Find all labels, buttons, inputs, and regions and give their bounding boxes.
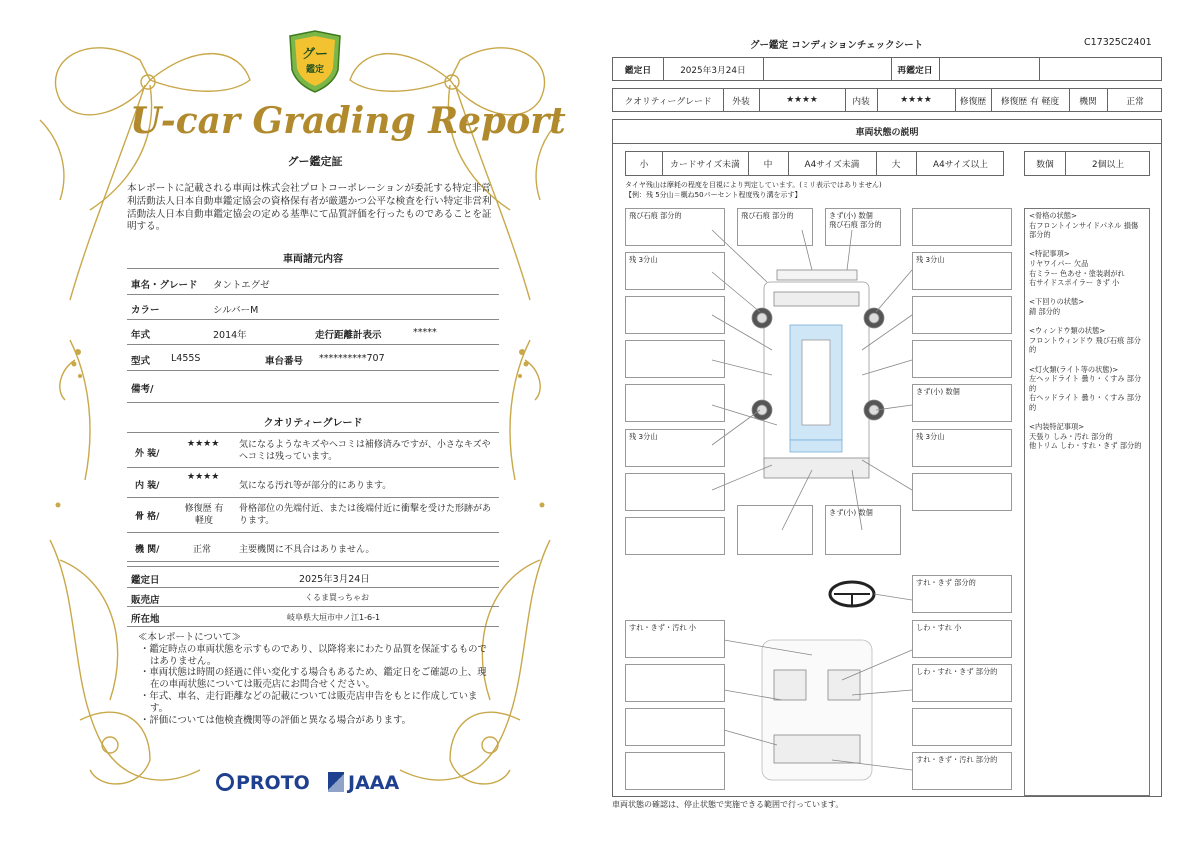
condition-legend-panel: <骨格の状態> 右フロントインサイドパネル 損傷 部分的 <特記事項> リヤワイパー 欠品 右ミラー 色あせ・塗装剥がれ 右サイドスポイラー きず 小 <下回りの状態> 錆 部分的 <ウィンドウ類の状態> フロントウィンドウ 飛び石痕 部分的 <灯火類(ライト等の状態)> 左ヘッドライト 曇り・くすみ 部分的 右ヘッドライト 曇り・くすみ 部分的 <内装特記事項> 天張り しみ・汚れ 部分的 他トリム しわ・すれ・きず 部分的 xyxy=(1024,208,1150,796)
year-value: 2014年 xyxy=(213,330,247,341)
divider xyxy=(127,268,499,269)
callout-blank xyxy=(912,708,1012,746)
jaaa-mark-icon xyxy=(328,772,344,792)
interior-stars: ★★★★ xyxy=(187,472,220,482)
repair-label: 修復歴 xyxy=(955,89,992,111)
color-value: シルバーM xyxy=(213,305,259,316)
sheet-code: C17325C2401 xyxy=(1084,37,1152,48)
callout-blank xyxy=(912,208,1012,246)
notes-title: ≪本レポートについて≫ xyxy=(138,632,241,643)
frame-label: 骨 格/ xyxy=(135,512,160,522)
callout-blank xyxy=(625,296,725,334)
callout-blank xyxy=(625,473,725,511)
proto-logo xyxy=(216,772,310,794)
spec-row-color xyxy=(127,296,499,320)
ext-stars: ★★★★ xyxy=(759,89,846,111)
quality-row-engine xyxy=(127,535,499,562)
engine-value: 正常 xyxy=(193,545,212,555)
date-value: 2025年3月24日 xyxy=(663,58,764,80)
callout-front-seat: しわ・すれ・きず 部分的 xyxy=(912,664,1012,702)
appraisal-date-label: 鑑定日 xyxy=(131,575,160,586)
callout-front-right: きず(小) 数個 飛び石痕 部分的 xyxy=(825,208,901,246)
quality-row-interior xyxy=(127,469,499,498)
certificate-text: 本レポートに記載される車両は株式会社プロトコーポレーションが委託する特定非営利活動法人日本自動車鑑定協会の資格保有者が厳選かつ公平な検査を行い特定非営利活動法人日本自動車鑑定協会の定める基準にて品質評価を行ったものであることを証明する。 xyxy=(127,183,492,233)
spec-row-name xyxy=(127,272,499,295)
date-label: 鑑定日 xyxy=(613,58,664,80)
quality-section-title: クオリティーグレード xyxy=(263,418,363,429)
appraisal-row-address xyxy=(127,608,499,627)
count-legend xyxy=(1024,151,1150,176)
note-item: ・鑑定時点の車両状態を示すものであり、以降将来にわたり品質を保証するものではありません。 xyxy=(140,643,487,667)
int-stars: ★★★★ xyxy=(877,89,956,111)
mileage-label: 走行距離計表示 xyxy=(315,330,382,341)
note-item: ・車両状態は時間の経過に伴い変化する場合もあるため、鑑定日をご確認の上、現在の車両状態については販売店にお問合せください。 xyxy=(140,667,487,691)
callout-rear: きず(小) 数個 xyxy=(825,505,901,555)
callout-blank xyxy=(912,296,1012,334)
frame-value: 修復歴 有 軽度 xyxy=(184,504,224,526)
spec-section-title: 車両諸元内容 xyxy=(283,254,343,265)
sheet-title: グー鑑定 コンディションチェックシート xyxy=(750,40,924,51)
callout-tire-rear-right: 残 3分山 xyxy=(912,429,1012,467)
callout-ceiling: すれ・きず・汚れ 小 xyxy=(625,620,725,658)
tire-note: タイヤ残山は摩耗の程度を目視により判定しています。(ミリ表示ではありません) xyxy=(625,181,882,189)
callout-blank xyxy=(737,505,813,555)
size-mid-value: A4サイズ未満 xyxy=(788,152,877,175)
certificate-title: グー鑑定証 xyxy=(287,155,343,168)
callout-tire-rear-left: 残 3分山 xyxy=(625,429,725,467)
redate-value xyxy=(939,58,1040,80)
callout-dash: しわ・すれ 小 xyxy=(912,620,1012,658)
report-notes xyxy=(138,632,493,726)
spec-row-year xyxy=(127,321,499,345)
address-value: 岐阜県大垣市中ノ江1-6-1 xyxy=(287,613,381,622)
exterior-description: 気になるようなキズやヘコミは補修済みですが、小さなキズやヘコミは残っています。 xyxy=(239,440,491,462)
repair-value: 修復歴 有 軽度 xyxy=(991,89,1070,111)
callout-blank xyxy=(625,384,725,422)
appraisal-date-value: 2025年3月24日 xyxy=(299,574,370,585)
condition-title: 車両状態の説明 xyxy=(612,119,1162,144)
engine-label: 機関 xyxy=(1069,89,1108,111)
interior-description: 気になる汚れ等が部分的にあります。 xyxy=(239,481,392,491)
color-label: カラー xyxy=(131,305,160,316)
svg-text:グー: グー xyxy=(301,47,329,62)
callout-blank xyxy=(625,340,725,378)
proto-mark-icon xyxy=(216,773,234,791)
tire-example: 【例：残 5分山＝概ね50パーセント程度残り溝を示す】 xyxy=(625,191,802,199)
svg-text:鑑定: 鑑定 xyxy=(305,65,325,75)
note-item: ・年式、車名、走行距離などの記載については販売店申告をもとに作成しています。 xyxy=(140,690,478,714)
spec-row-remarks xyxy=(127,372,499,403)
date-row xyxy=(612,57,1162,81)
callout-steering: すれ・きず 部分的 xyxy=(912,575,1012,613)
size-small-value: カードサイズ未満 xyxy=(662,152,749,175)
engine-label: 機 関/ xyxy=(135,545,160,555)
count-value: 2個以上 xyxy=(1092,160,1124,170)
engine-value: 正常 xyxy=(1126,96,1144,107)
jaaa-logo-text: JAAA xyxy=(348,772,400,794)
engine-description: 主要機関に不具合はありません。 xyxy=(239,545,375,555)
spec-row-model xyxy=(127,347,499,371)
ext-label: 外装 xyxy=(723,89,760,111)
name-value: タントエグゼ xyxy=(213,280,270,291)
callout-rear-seat: すれ・きず・汚れ 部分的 xyxy=(912,752,1012,790)
size-legend xyxy=(625,151,1004,176)
exterior-stars: ★★★★ xyxy=(187,439,220,449)
grade-label: クオリティーグレード xyxy=(613,89,724,111)
size-small-label: 小 xyxy=(626,152,663,175)
size-large-value: A4サイズ以上 xyxy=(933,160,988,170)
jaaa-logo xyxy=(328,772,399,794)
callout-blank xyxy=(625,664,725,702)
appraisal-row-date xyxy=(127,566,499,588)
mileage-value: ***** xyxy=(413,327,437,338)
address-label: 所在地 xyxy=(131,614,160,625)
callout-front-left-windshield: 飛び石痕 部分的 xyxy=(625,208,725,246)
frame-description: 骨格部位の先端付近、または後端付近に衝撃を受けた形跡があります。 xyxy=(239,504,492,526)
shop-label: 販売店 xyxy=(131,595,160,606)
callout-blank xyxy=(625,752,725,790)
shop-value: くるま買っちゃお xyxy=(305,593,369,602)
interior-label: 内 装/ xyxy=(135,481,160,491)
size-mid-label: 中 xyxy=(748,152,789,175)
callout-blank xyxy=(912,340,1012,378)
year-label: 年式 xyxy=(131,330,151,341)
report-script-title: U-car Grading Report xyxy=(130,100,566,142)
divider xyxy=(127,432,499,433)
appraisal-row-shop xyxy=(127,588,499,607)
callout-front-center: 飛び石痕 部分的 xyxy=(737,208,813,246)
sheet-footer-note: 車両状態の確認は、停止状態で実施できる範囲で行っています。 xyxy=(612,800,844,809)
proto-logo-text: PROTO xyxy=(236,772,310,794)
quality-row-exterior xyxy=(127,435,499,468)
remarks-label: 備考/ xyxy=(131,384,154,395)
name-label: 車名・グレード xyxy=(131,280,198,291)
grade-row xyxy=(612,88,1162,112)
chassis-label: 車台番号 xyxy=(265,356,304,367)
exterior-label: 外 装/ xyxy=(135,449,160,459)
callout-right-side: きず(小) 数個 xyxy=(912,384,1012,422)
blank-cell xyxy=(763,58,892,80)
size-large-label: 大 xyxy=(876,152,917,175)
goo-appraisal-seal-logo xyxy=(286,30,344,94)
model-value: L455S xyxy=(171,353,201,364)
count-label: 数個 xyxy=(1025,152,1066,175)
callout-tire-front-left: 残 3分山 xyxy=(625,252,725,290)
quality-row-frame xyxy=(127,500,499,533)
note-item: ・評価については他検査機関等の評価と異なる場合があります。 xyxy=(140,714,411,726)
model-label: 型式 xyxy=(131,356,151,367)
redate-label: 再鑑定日 xyxy=(891,58,940,80)
callout-blank xyxy=(912,473,1012,511)
chassis-value: **********707 xyxy=(319,353,385,364)
callout-blank xyxy=(625,517,725,555)
callout-tire-front-right: 残 3分山 xyxy=(912,252,1012,290)
callout-blank xyxy=(625,708,725,746)
int-label: 内装 xyxy=(845,89,878,111)
